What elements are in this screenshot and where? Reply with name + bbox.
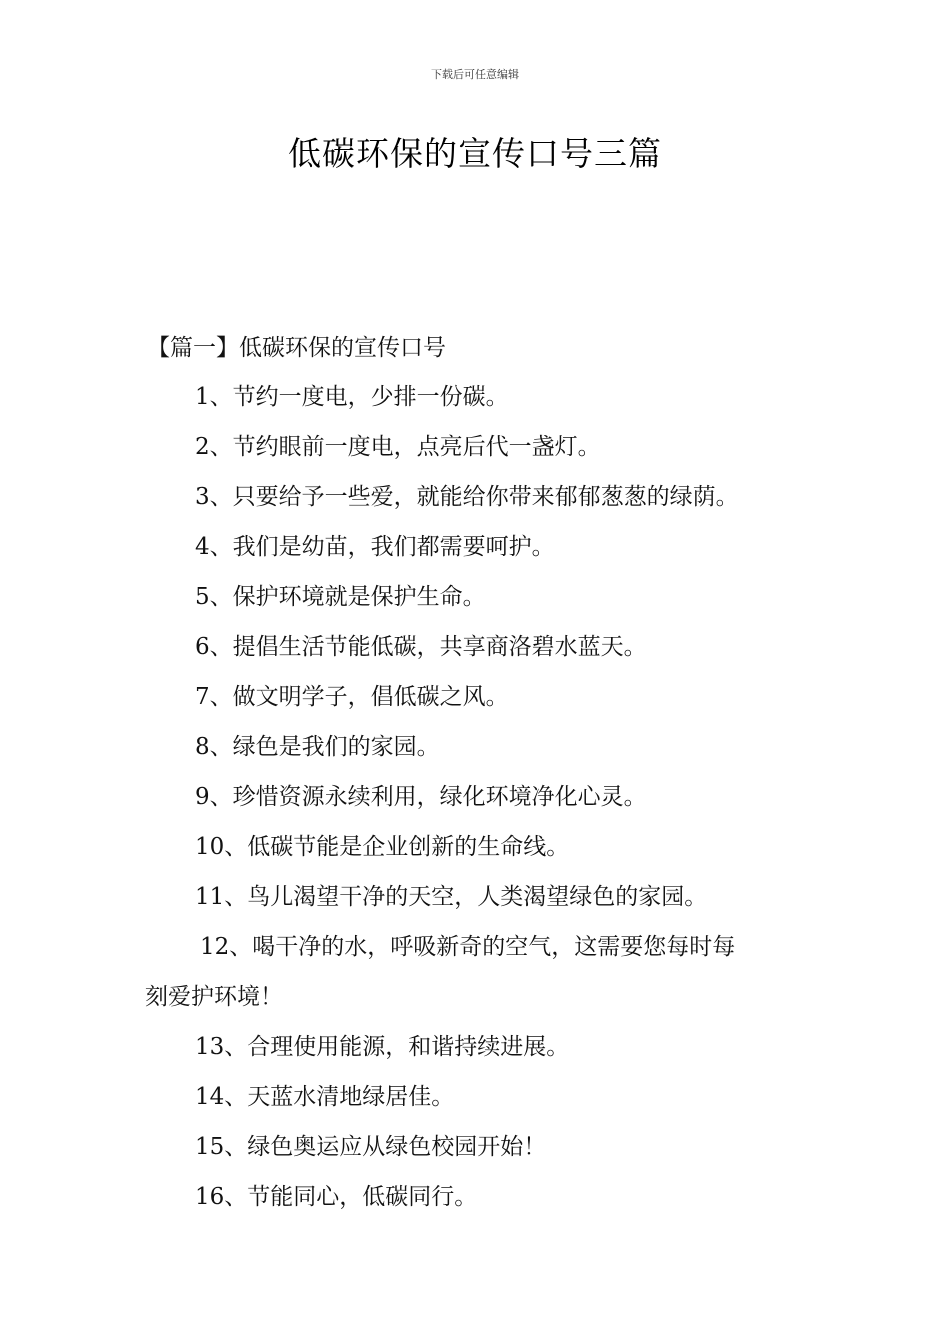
list-item-wrapped bbox=[0, 932, 950, 1032]
header-note: 下载后可任意编辑 bbox=[431, 68, 519, 81]
list-item: 14、天蓝水清地绿居佳。 bbox=[195, 1084, 455, 1110]
slogan-list bbox=[0, 382, 950, 1232]
list-item-line-2: 刻爱护环境！ bbox=[145, 984, 283, 1010]
section-heading: 【篇一】低碳环保的宣传口号 bbox=[147, 335, 446, 361]
list-item: 4、我们是幼苗，我们都需要呵护。 bbox=[195, 534, 555, 560]
list-item: 13、合理使用能源，和谐持续进展。 bbox=[195, 1034, 570, 1060]
list-item: 11、鸟儿渴望干净的天空，人类渴望绿色的家园。 bbox=[195, 884, 708, 910]
list-item: 16、节能同心，低碳同行。 bbox=[195, 1184, 478, 1210]
list-item: 2、节约眼前一度电，点亮后代一盏灯。 bbox=[195, 434, 601, 460]
page-title: 低碳环保的宣传口号三篇 bbox=[288, 134, 662, 173]
list-item-line-1: 12、喝干净的水，呼吸新奇的空气，这需要您每时每 bbox=[200, 934, 736, 960]
list-item: 8、绿色是我们的家园。 bbox=[195, 734, 440, 760]
list-item: 5、保护环境就是保护生命。 bbox=[195, 584, 486, 610]
list-item: 15、绿色奥运应从绿色校园开始！ bbox=[195, 1134, 547, 1160]
list-item: 3、只要给予一些爱，就能给你带来郁郁葱葱的绿荫。 bbox=[195, 484, 739, 510]
list-item: 10、低碳节能是企业创新的生命线。 bbox=[195, 834, 570, 860]
list-item: 1、节约一度电，少排一份碳。 bbox=[195, 384, 509, 410]
list-item: 6、提倡生活节能低碳，共享商洛碧水蓝天。 bbox=[195, 634, 647, 660]
list-item: 9、珍惜资源永续利用，绿化环境净化心灵。 bbox=[195, 784, 647, 810]
list-item: 7、做文明学子，倡低碳之风。 bbox=[195, 684, 509, 710]
